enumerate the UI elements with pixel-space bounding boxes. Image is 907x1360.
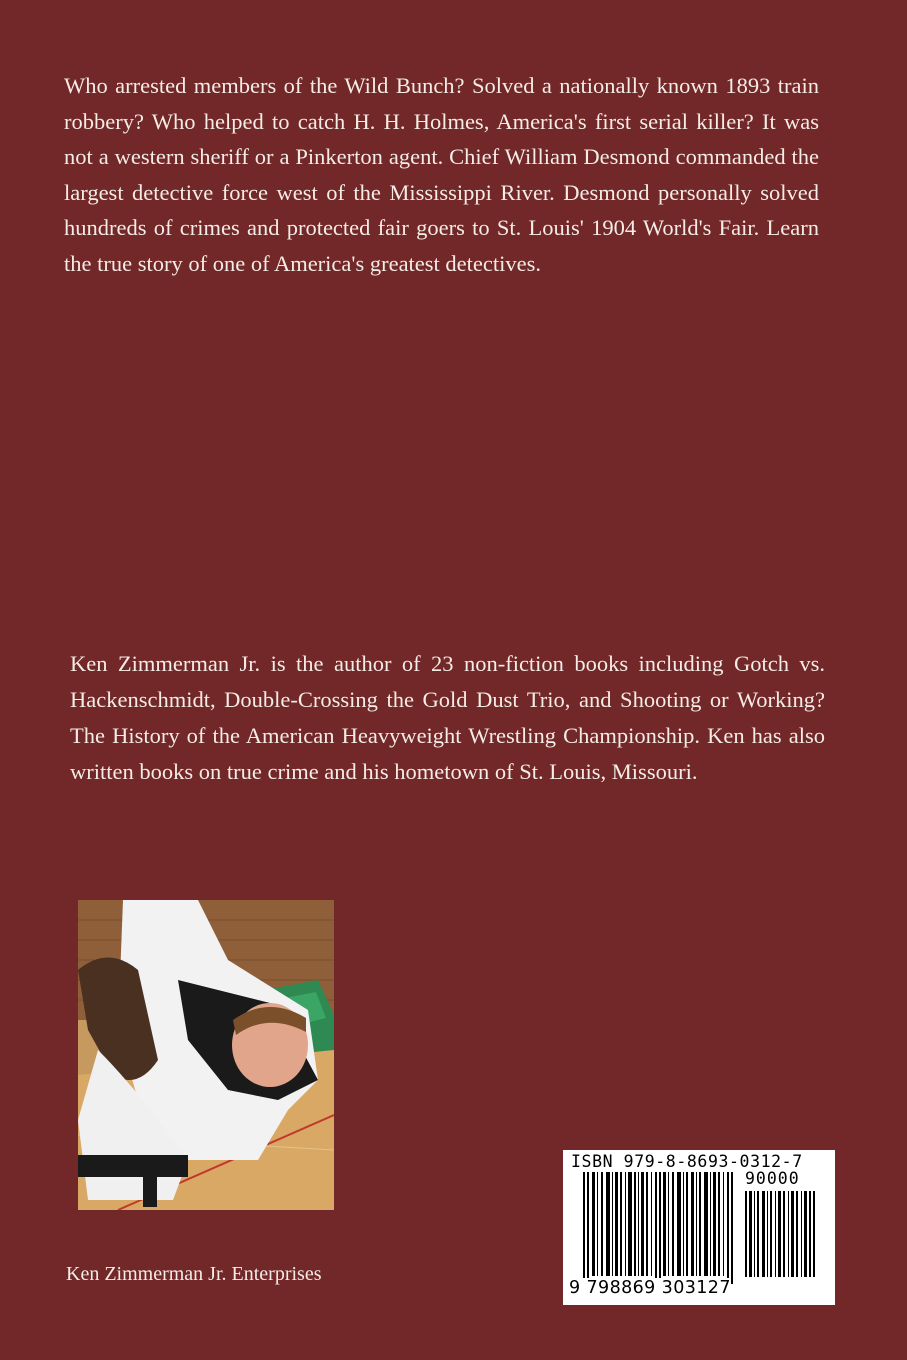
author-bio: Ken Zimmerman Jr. is the author of 23 non-fiction books including Gotch vs. Hackenschmidt, Double-Crossing the Gold Dust Trio, and Shooting or Working? The History of the American Heavyweight Wrestling Championship. Ken has also written books on true crime and his hometown of St. Louis, Missouri. [70,651,825,784]
back-cover-blurb: Who arrested members of the Wild Bunch? Solved a nationally known 1893 train robbery? Who helped to catch H. H. Holmes, America's first serial killer? It was not a western sheriff or a Pinkerton agent. Chief William Desmond commanded the largest detective force west of the Mississippi River. Desmond personally solved hundreds of crimes and protected fair goers to St. Louis' 1904 World's Fair. Learn the true story of one of America's greatest detectives. [64,73,819,276]
price-addon-digits: 90000 [745,1169,800,1188]
publisher-name: Ken Zimmerman Jr. Enterprises [66,1263,322,1285]
addon-barcode-bars [745,1191,817,1277]
ean-digits: 9 798869 303127 [569,1278,731,1298]
isbn-label: ISBN 979-8-8693-0312-7 [571,1152,803,1171]
ean-barcode-bars [583,1172,735,1284]
isbn-barcode [563,1150,835,1305]
author-photo [78,900,334,1210]
